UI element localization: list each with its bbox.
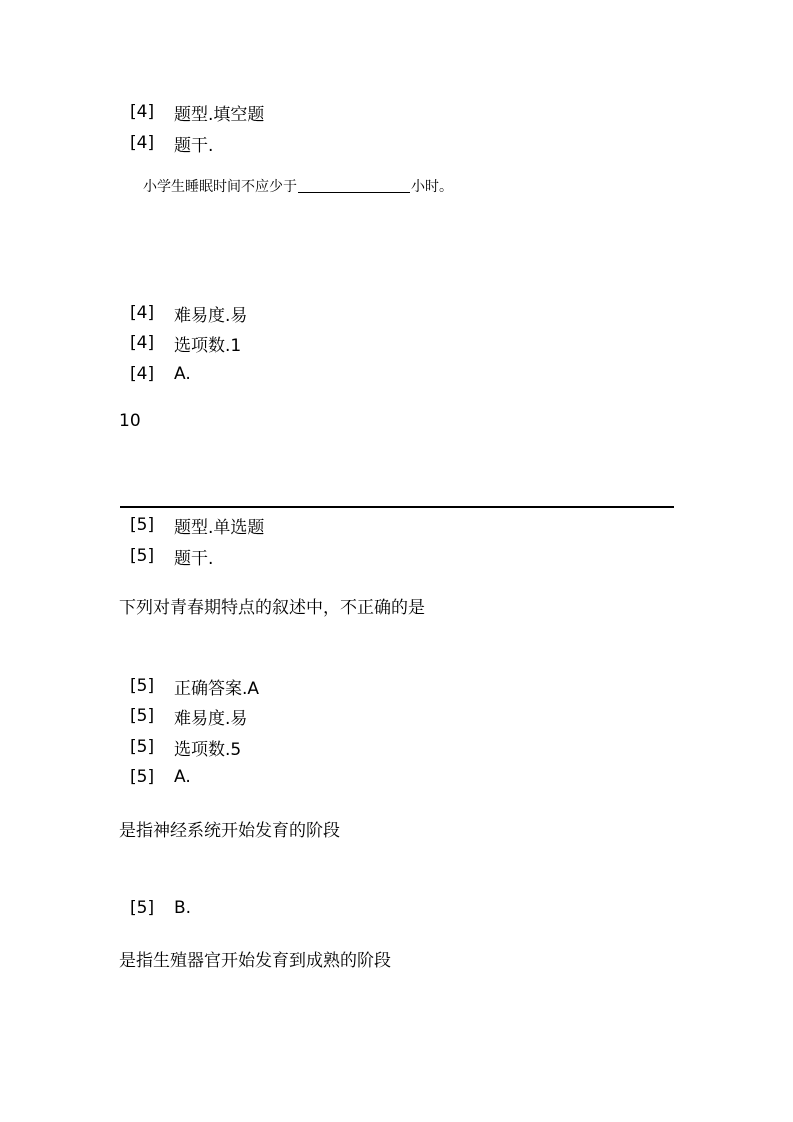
- q4-tag: [4]: [130, 133, 155, 153]
- q4-stem-after: 小时。: [411, 179, 453, 195]
- q4-option-a-row: [130, 362, 191, 386]
- q5-answer: 正确答案.A: [174, 678, 260, 699]
- q5-type-row: [130, 513, 264, 537]
- q4-stem-label: 题干.: [174, 135, 214, 156]
- q5-tag: [5]: [130, 515, 155, 535]
- q5-tag: [5]: [130, 898, 155, 918]
- q4-option-count: 选项数.1: [174, 335, 242, 356]
- q4-option-a-text: 10: [119, 411, 141, 431]
- q5-tag: [5]: [130, 706, 155, 726]
- q4-stem: [143, 176, 453, 196]
- q4-tag: [4]: [130, 333, 155, 353]
- q4-type: 题型.填空题: [174, 104, 265, 125]
- q5-option-count: 选项数.5: [174, 739, 242, 760]
- q5-option-a-row: [130, 765, 191, 789]
- q5-stem-label: 题干.: [174, 548, 214, 569]
- q5-option-a-label: A.: [174, 767, 191, 787]
- q5-difficulty: 难易度.易: [174, 708, 248, 729]
- question-divider: [120, 506, 674, 508]
- q5-option-a-text: 是指神经系统开始发育的阶段: [119, 821, 340, 841]
- q5-option-b-label: B.: [174, 898, 192, 918]
- q5-tag: [5]: [130, 546, 155, 566]
- q4-stem-label-row: [130, 131, 213, 155]
- q5-tag: [5]: [130, 676, 155, 696]
- q5-option-b-row: [130, 896, 191, 920]
- q5-difficulty-row: [130, 704, 247, 728]
- q5-stem-label-row: [130, 544, 213, 568]
- q5-answer-row: [130, 674, 259, 698]
- q5-option-count-row: [130, 735, 241, 759]
- q5-stem: 下列对青春期特点的叙述中，不正确的是: [119, 598, 425, 618]
- q5-type: 题型.单选题: [174, 517, 265, 538]
- q4-difficulty: 难易度.易: [174, 305, 248, 326]
- q4-type-row: [130, 100, 264, 124]
- q4-difficulty-row: [130, 301, 247, 325]
- q4-fill-blank: [298, 192, 410, 193]
- q4-tag: [4]: [130, 364, 155, 384]
- q4-tag: [4]: [130, 102, 155, 122]
- q5-tag: [5]: [130, 737, 155, 757]
- q5-tag: [5]: [130, 767, 155, 787]
- q4-tag: [4]: [130, 303, 155, 323]
- q5-option-b-text: 是指生殖器官开始发育到成熟的阶段: [119, 951, 391, 971]
- q4-option-a-label: A.: [174, 364, 191, 384]
- q4-option-count-row: [130, 331, 241, 355]
- q4-stem-before: 小学生睡眠时间不应少于: [143, 179, 297, 195]
